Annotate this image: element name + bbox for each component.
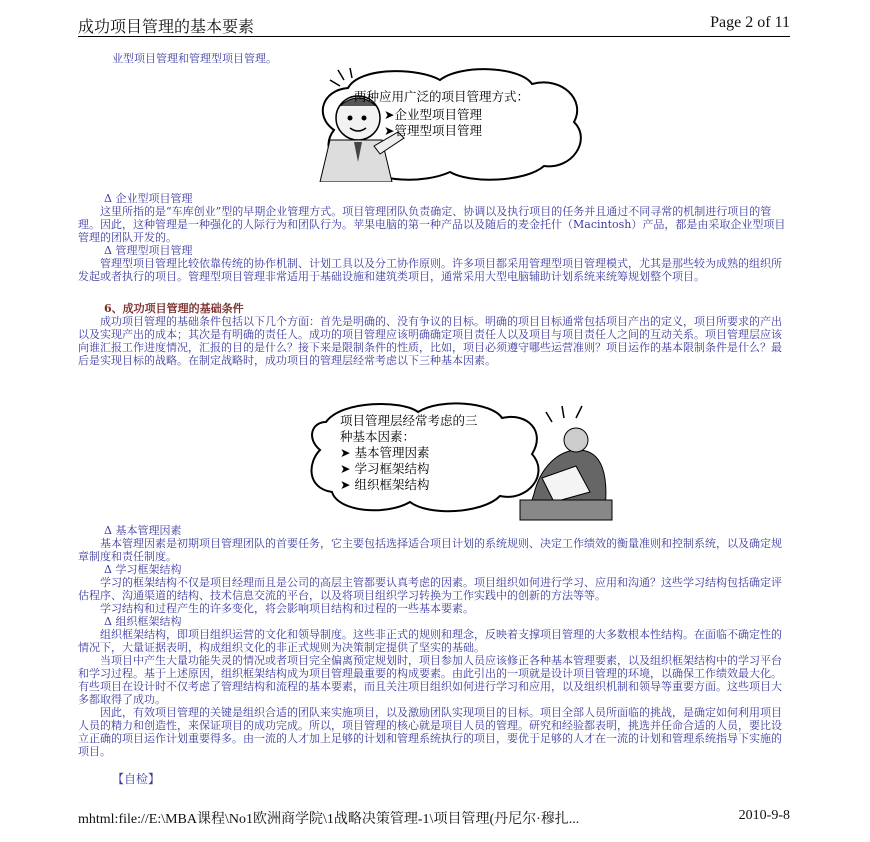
cloud2-title-line2: 种基本因素： <box>340 429 416 444</box>
page-header-title: 成功项目管理的基本要素 <box>78 17 255 36</box>
cloud1-item-enterprise: ➤企业型项目管理 <box>384 107 482 122</box>
learning-heading: Δ 学习框架结构 <box>104 563 182 576</box>
cloud2-item-org: ➤ 组织框架结构 <box>340 477 430 492</box>
enterprise-heading: Δ 企业型项目管理 <box>104 192 193 205</box>
page-number: Page 2 of 11 <box>710 14 790 31</box>
cloud2-title-line1: 项目管理层经常考虑的三 <box>340 413 478 428</box>
section-factors <box>78 524 790 758</box>
learning-body2: 学习结构和过程产生的许多变化，将会影响项目结构和过程的一些基本要素。 <box>100 602 474 615</box>
basic-body: 基本管理因素是初期项目管理团队的首要任务，它主要包括选择适合项目计划的系统规则、决定工作绩效的衡量准则和控制系统，以及确定规章制度和责任制度。 <box>78 537 782 563</box>
cloud2-item-learning: ➤ 学习框架结构 <box>340 461 430 476</box>
basic-heading: Δ 基本管理因素 <box>104 524 182 537</box>
managerial-body: 管理型项目管理比较依靠传统的协作机制、计划工具以及分工协作原则。许多项目都采用管理型项目管理模式，尤其是那些较为成熟的组织所发起或者执行的项目。管理型项目管理非常适用于基础设施和建筑类项目，通常采用大型电脑辅助计划系统来统筹规划整个项目。 <box>78 257 782 283</box>
cloud2-item-basic: ➤ 基本管理因素 <box>340 445 430 460</box>
org-body3: 因此，有效项目管理的关键是组织合适的团队来实施项目，以及激励团队实现项目的目标。项目全部人员所面临的挑战，是确定如何利用项目人员的精力和创造性，来保证项目的成功完成。所以，项目管理的核心就是项目人员的管理。研究和经验都表明，挑选并任命合适的人员，要比设立正确的项目运作计划重要得多。由一流的人才加上足够的计划和管理系统执行的项目，要优于足够的人才在一流的计划和管理系统指导下实施的项目。 <box>78 706 782 758</box>
cloud1-item-managerial: ➤管理型项目管理 <box>384 123 482 138</box>
learning-body1: 学习的框架结构不仅是项目经理而且是公司的高层主管都要认真考虑的因素。项目组织如何进行学习、应用和沟通？这些学习结构包括确定评估程序、沟通渠道的结构、技术信息交流的平台，以及将项目组织学习转换为工作实践中的创新的方法等等。 <box>78 576 782 602</box>
org-heading: Δ 组织框架结构 <box>104 615 182 628</box>
org-body2: 当项目中产生大量功能失灵的情况或者项目完全偏离预定规划时，项目参加人员应该修正各种基本管理要素，以及组织框架结构中的学习平台和学习过程。基于上述原因，组织框架结构成为项目管理最重要的构成要素。由此引出的一项就是设计项目管理的环境，以确保工作绩效最大化。有些项目在设计时不仅考虑了管理结构和流程的基本要素，而且关注项目组织如何进行学习和应用，以及组织机制和领导等重要方面。这些项目大多都取得了成功。 <box>78 654 782 706</box>
org-body1: 组织框架结构，即项目组织运营的文化和领导制度。这些非正式的规则和理念，反映着支撑项目管理的大多数根本性结构。在面临不确定性的情况下，大量证据表明，构成组织文化的非正式规则为决策制定提供了坚实的基础。 <box>78 628 782 654</box>
section-6 <box>78 302 790 367</box>
section6-body: 成功项目管理的基础条件包括以下几个方面：首先是明确的、没有争议的目标。明确的项目目标通常包括项目产出的定义，项目所要求的产出以及实现产出的成本；其次是有明确的责任人。成功的项目管理应该明确确定项目责任人以及项目与项目责任人之间的互动关系。项目管理层应该向谁汇报工作进度情况，汇报的目的是什么？接下来是限制条件的性质，比如，项目必须遵守哪些运营准则？项目运作的基本限制条件是什么？最后是实现目标的战略。在制定战略时，成功项目的管理层经常考虑以下三种基本因素。 <box>78 315 782 367</box>
self-check-label: 【自检】 <box>112 772 161 786</box>
section-enterprise <box>78 192 790 283</box>
managerial-heading: Δ 管理型项目管理 <box>104 244 193 257</box>
footer-date: 2010-9-8 <box>738 808 790 823</box>
footer-path: mhtml:file://E:\MBA课程\No1欧洲商学院\1战略决策管理-1\项目管理(丹尼尔·穆扎... <box>78 812 580 827</box>
enterprise-body: 这里所指的是“车库创业”型的早期企业管理方式。项目管理团队负责确定、协调以及执行项目的任务并且通过不同寻常的机制进行项目的管理。因此，这种管理是一种强化的人际行为和团队行为。苹果电脑的第一种产品以及随后的麦金托什（Macintosh）产品，都是由采取企业型项目管理的团队开发的。 <box>78 205 786 244</box>
page-footer <box>78 808 790 828</box>
cloud1-title: 两种应用广泛的项目管理方式： <box>354 89 530 104</box>
intro-line: 业型项目管理和管理型项目管理。 <box>112 52 277 65</box>
header-rule <box>78 36 790 37</box>
section6-heading: 6、成功项目管理的基础条件 <box>104 302 244 315</box>
